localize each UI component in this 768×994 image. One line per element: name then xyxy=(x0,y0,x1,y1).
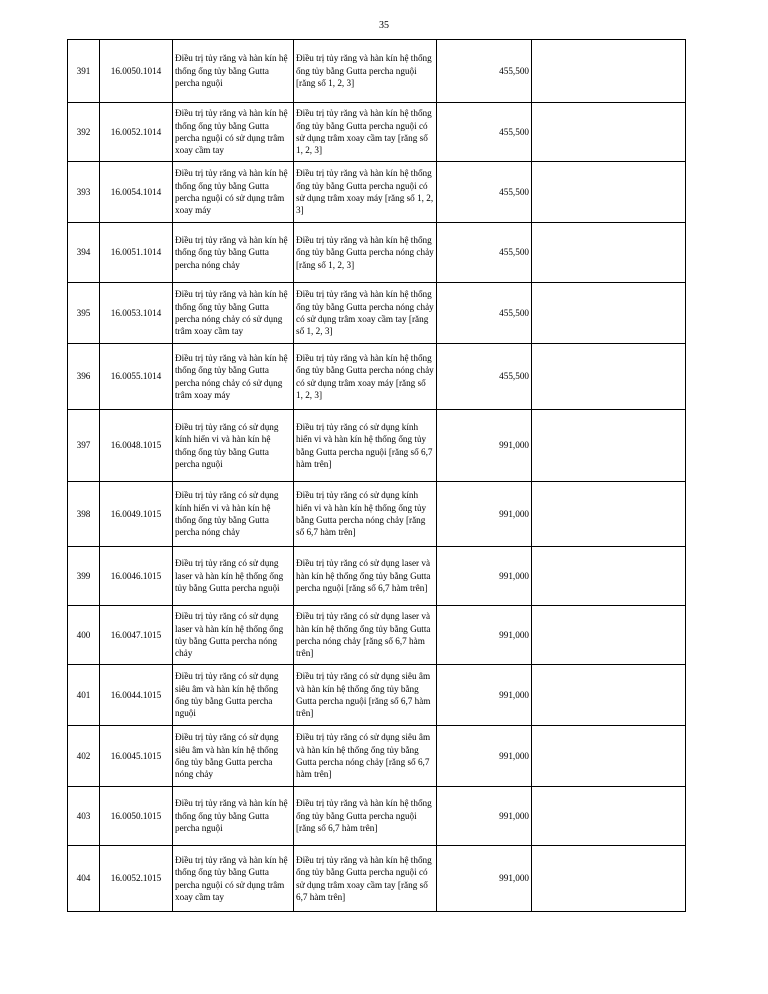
service-code: 16.0055.1014 xyxy=(100,344,173,410)
service-code: 16.0048.1015 xyxy=(100,410,173,482)
service-name-full: Điều trị tủy răng và hàn kín hệ thống ống tủy bằng Gutta percha nguội có sử dụng trâm xoay máy [răng số 1, 2, 3] xyxy=(294,162,437,223)
row-number: 404 xyxy=(68,846,100,912)
service-name-full: Điều trị tủy răng và hàn kín hệ thống ống tủy bằng Gutta percha nguội [răng số 1, 2, 3] xyxy=(294,40,437,103)
row-note xyxy=(532,223,686,283)
row-number: 399 xyxy=(68,547,100,606)
table-row xyxy=(68,410,686,482)
table-body xyxy=(68,40,686,912)
row-note xyxy=(532,482,686,547)
row-number: 403 xyxy=(68,787,100,846)
service-code: 16.0049.1015 xyxy=(100,482,173,547)
service-code: 16.0047.1015 xyxy=(100,606,173,665)
row-note xyxy=(532,344,686,410)
service-price: 455,500 xyxy=(437,40,532,103)
table-row xyxy=(68,162,686,223)
table-row xyxy=(68,665,686,726)
service-price: 455,500 xyxy=(437,103,532,162)
service-name-full: Điều trị tủy răng và hàn kín hệ thống ống tủy bằng Gutta percha nóng chảy có sử dụng trâm xoay máy [răng số 1, 2, 3] xyxy=(294,344,437,410)
service-name: Điều trị tủy răng và hàn kín hệ thống ống tủy bằng Gutta percha nóng chảy có sử dụng trâm xoay cầm tay xyxy=(173,283,294,344)
row-number: 401 xyxy=(68,665,100,726)
service-name: Điều trị tủy răng và hàn kín hệ thống ống tủy bằng Gutta percha nóng chảy có sử dụng trâm xoay máy xyxy=(173,344,294,410)
service-name: Điều trị tủy răng và hàn kín hệ thống ống tủy bằng Gutta percha nguội xyxy=(173,40,294,103)
service-price: 991,000 xyxy=(437,547,532,606)
row-note xyxy=(532,40,686,103)
row-number: 398 xyxy=(68,482,100,547)
service-code: 16.0052.1014 xyxy=(100,103,173,162)
service-name: Điều trị tủy răng có sử dụng siêu âm và hàn kín hệ thống ống tủy bằng Gutta percha nóng chảy xyxy=(173,726,294,787)
table-row xyxy=(68,344,686,410)
row-number: 391 xyxy=(68,40,100,103)
row-number: 402 xyxy=(68,726,100,787)
service-price: 991,000 xyxy=(437,665,532,726)
page-number: 35 xyxy=(379,20,389,31)
service-name: Điều trị tủy răng và hàn kín hệ thống ống tủy bằng Gutta percha nguội xyxy=(173,787,294,846)
service-code: 16.0053.1014 xyxy=(100,283,173,344)
service-price: 991,000 xyxy=(437,606,532,665)
row-number: 395 xyxy=(68,283,100,344)
service-price: 991,000 xyxy=(437,726,532,787)
service-name-full: Điều trị tủy răng có sử dụng siêu âm và hàn kín hệ thống ống tủy bằng Gutta percha nguội [răng số 6,7 hàm trên] xyxy=(294,665,437,726)
service-code: 16.0054.1014 xyxy=(100,162,173,223)
table-row xyxy=(68,726,686,787)
service-name: Điều trị tủy răng và hàn kín hệ thống ống tủy bằng Gutta percha nguội có sử dụng trâm xoay máy xyxy=(173,162,294,223)
service-price: 455,500 xyxy=(437,283,532,344)
row-note xyxy=(532,103,686,162)
service-name: Điều trị tủy răng có sử dụng laser và hàn kín hệ thống ống tủy bằng Gutta percha nóng chảy xyxy=(173,606,294,665)
service-code: 16.0051.1014 xyxy=(100,223,173,283)
service-name: Điều trị tủy răng và hàn kín hệ thống ống tủy bằng Gutta percha nguội có sử dụng trâm xoay cầm tay xyxy=(173,103,294,162)
row-note xyxy=(532,283,686,344)
service-name: Điều trị tủy răng có sử dụng kính hiển vi và hàn kín hệ thống ống tủy bằng Gutta percha nóng chảy xyxy=(173,482,294,547)
row-number: 396 xyxy=(68,344,100,410)
row-note xyxy=(532,726,686,787)
service-name-full: Điều trị tủy răng có sử dụng laser và hàn kín hệ thống ống tủy bằng Gutta percha nóng chảy [răng số 6,7 hàm trên] xyxy=(294,606,437,665)
row-number: 393 xyxy=(68,162,100,223)
table-row xyxy=(68,283,686,344)
table-row xyxy=(68,547,686,606)
table-row xyxy=(68,223,686,283)
service-price: 455,500 xyxy=(437,344,532,410)
service-price: 991,000 xyxy=(437,787,532,846)
service-code: 16.0050.1014 xyxy=(100,40,173,103)
row-note xyxy=(532,846,686,912)
table-row xyxy=(68,482,686,547)
service-name-full: Điều trị tủy răng và hàn kín hệ thống ống tủy bằng Gutta percha nguội có sử dụng trâm xoay cầm tay [răng số 6,7 hàm trên] xyxy=(294,846,437,912)
service-name: Điều trị tủy răng có sử dụng kính hiển vi và hàn kín hệ thống ống tủy bằng Gutta percha nguội xyxy=(173,410,294,482)
service-name-full: Điều trị tủy răng và hàn kín hệ thống ống tủy bằng Gutta percha nóng chảy có sử dụng trâm xoay cầm tay [răng số 1, 2, 3] xyxy=(294,283,437,344)
row-number: 392 xyxy=(68,103,100,162)
service-code: 16.0050.1015 xyxy=(100,787,173,846)
service-name: Điều trị tủy răng có sử dụng laser và hàn kín hệ thống ống tủy bằng Gutta percha nguội xyxy=(173,547,294,606)
service-code: 16.0052.1015 xyxy=(100,846,173,912)
service-price: 455,500 xyxy=(437,223,532,283)
service-code: 16.0045.1015 xyxy=(100,726,173,787)
service-name-full: Điều trị tủy răng có sử dụng laser và hàn kín hệ thống ống tủy bằng Gutta percha nguội [răng số 6,7 hàm trên] xyxy=(294,547,437,606)
row-note xyxy=(532,665,686,726)
row-number: 394 xyxy=(68,223,100,283)
service-name-full: Điều trị tủy răng và hàn kín hệ thống ống tủy bằng Gutta percha nguội [răng số 6,7 hàm trên] xyxy=(294,787,437,846)
row-note xyxy=(532,606,686,665)
price-table xyxy=(67,39,686,912)
table-row xyxy=(68,846,686,912)
row-note xyxy=(532,410,686,482)
row-note xyxy=(532,547,686,606)
row-note xyxy=(532,162,686,223)
service-name-full: Điều trị tủy răng và hàn kín hệ thống ống tủy bằng Gutta percha nguội có sử dụng trâm xoay cầm tay [răng số 1, 2, 3] xyxy=(294,103,437,162)
table-row xyxy=(68,606,686,665)
service-name: Điều trị tủy răng có sử dụng siêu âm và hàn kín hệ thống ống tủy bằng Gutta percha nguội xyxy=(173,665,294,726)
service-name: Điều trị tủy răng và hàn kín hệ thống ống tủy bằng Gutta percha nóng chảy xyxy=(173,223,294,283)
row-number: 397 xyxy=(68,410,100,482)
service-code: 16.0044.1015 xyxy=(100,665,173,726)
service-price: 455,500 xyxy=(437,162,532,223)
table-row xyxy=(68,787,686,846)
service-code: 16.0046.1015 xyxy=(100,547,173,606)
service-name-full: Điều trị tủy răng và hàn kín hệ thống ống tủy bằng Gutta percha nóng chảy [răng số 1, 2, 3] xyxy=(294,223,437,283)
service-name-full: Điều trị tủy răng có sử dụng kính hiển vi và hàn kín hệ thống ống tủy bằng Gutta percha nóng chảy [răng số 6,7 hàm trên] xyxy=(294,482,437,547)
table-row xyxy=(68,103,686,162)
service-name-full: Điều trị tủy răng có sử dụng siêu âm và hàn kín hệ thống ống tủy bằng Gutta percha nóng chảy [răng số 6,7 hàm trên] xyxy=(294,726,437,787)
table-row xyxy=(68,40,686,103)
service-price: 991,000 xyxy=(437,846,532,912)
service-price: 991,000 xyxy=(437,482,532,547)
service-price: 991,000 xyxy=(437,410,532,482)
row-note xyxy=(532,787,686,846)
service-name: Điều trị tủy răng và hàn kín hệ thống ống tủy bằng Gutta percha nguội có sử dụng trâm xoay cầm tay xyxy=(173,846,294,912)
row-number: 400 xyxy=(68,606,100,665)
service-name-full: Điều trị tủy răng có sử dụng kính hiển vi và hàn kín hệ thống ống tủy bằng Gutta percha nguội [răng số 6,7 hàm trên] xyxy=(294,410,437,482)
